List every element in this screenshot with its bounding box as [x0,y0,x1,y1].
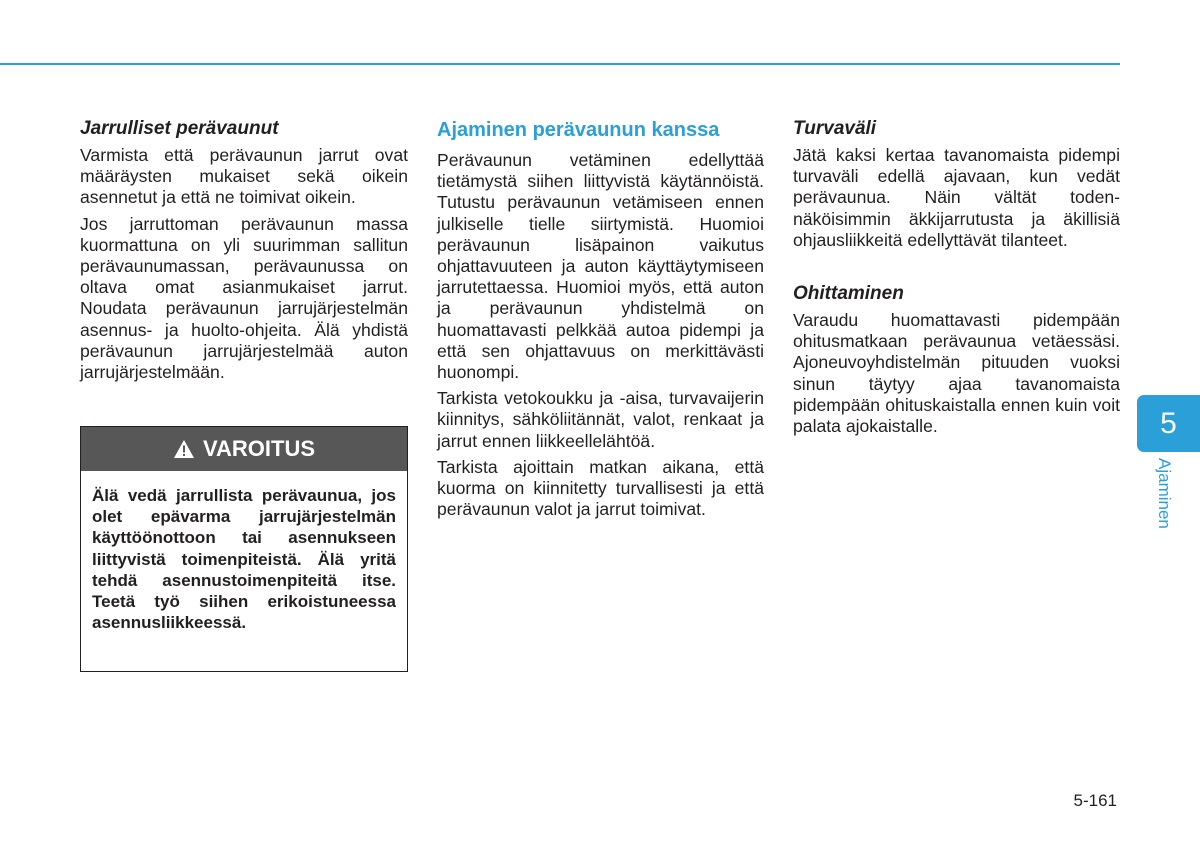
section-heading-overtaking: Ohittaminen [793,283,904,305]
paragraph: Jos jarruttoman perävaunun massa kuormattuna on yli suurimman sallitun perävaunumassan, perävaunussa on oltava omat asianmukaiset jarrut. Noudata perävaunun jarrujärjestelmän asennus- ja huolto-ohjeita. Älä yhdistä perävaunun jarrujärjestelmää auton jarrujärjestelmään. [80,213,408,383]
column-right [793,118,1120,442]
chapter-name: Ajaminen [1155,458,1174,529]
warning-title: VAROITUS [202,436,316,461]
section-heading-following-distance: Turvaväli [793,118,877,139]
chapter-number-tab: 5 [1137,395,1200,452]
warning-text: Älä vedä jarrullista perävaunua, jos olet epävarma jarrujärjestelmän käyttöönottoon tai asennukseen liittyvistä toimenpiteistä. Älä yritä tehdä asennustoimenpiteitä itse. Teetä työ siihen erikoistuneessa asennusliikkeessä. [92,486,396,633]
paragraph: Jätä kaksi kertaa tavanomaista pidempi turvaväli edellä ajavaan, kun vedät perävaunua. Näin vältät todennäköisimmin äkkijarrutusta ja äkillisiä ohjausliikkeitä edellyttävät tilanteet. [793,145,1120,250]
top-rule [0,63,1120,65]
warning-triangle-icon [173,439,195,459]
paragraph: Varmista että perävaunun jarrut ovat määräysten mukaiset sekä oikein asennetut ja että ne toimivat oikein. [80,145,408,208]
paragraph: Tarkista ajoittain matkan aikana, että kuorma on kiinnitetty turvallisesti ja että perävaunun valot ja jarrut toimivat. [437,456,764,520]
column-left [80,118,408,388]
paragraph: Varaudu huomattavasti pidempään ohitusmatkaan perävaunua vetäessäsi. Ajoneuvoyhdistelmän pituuden vuoksi sinun täytyy ajaa tavanomaista pidempään ohituskaistalla ennen kuin voit palata ajokaistalle. [793,310,1120,437]
warning-header [81,427,407,471]
warning-box [80,426,408,672]
column-middle [437,118,764,525]
section-heading-driving-with-trailer: Ajaminen perävaunun kanssa [437,119,720,141]
section-heading-braked-trailers: Jarrulliset perävaunut [80,118,279,139]
paragraph: Tarkista vetokoukku ja -aisa, turvavaijerin kiinnitys, sähköliitännät, valot, renkaat ja jarrut ennen liikkeellelähtöä. [437,388,764,451]
paragraph: Perävaunun vetäminen edellyttää tietämystä siihen liittyvistä käytännöistä. Tutustu perävaunun vetämiseen ennen julkiselle tielle siirtymistä. Huomioi perävaunun lisäpainon vaikutus ohjattavuuteen ja auton käyttäytymiseen jarrutettaessa. Huomioi myös, että auton ja perävaunun yhdistelmä on huomattavasti pelkkää autoa pidempi ja että sen ohjattavuus on merkittävästi huonompi. [437,150,764,383]
page-number: 5-161 [1073,791,1117,810]
